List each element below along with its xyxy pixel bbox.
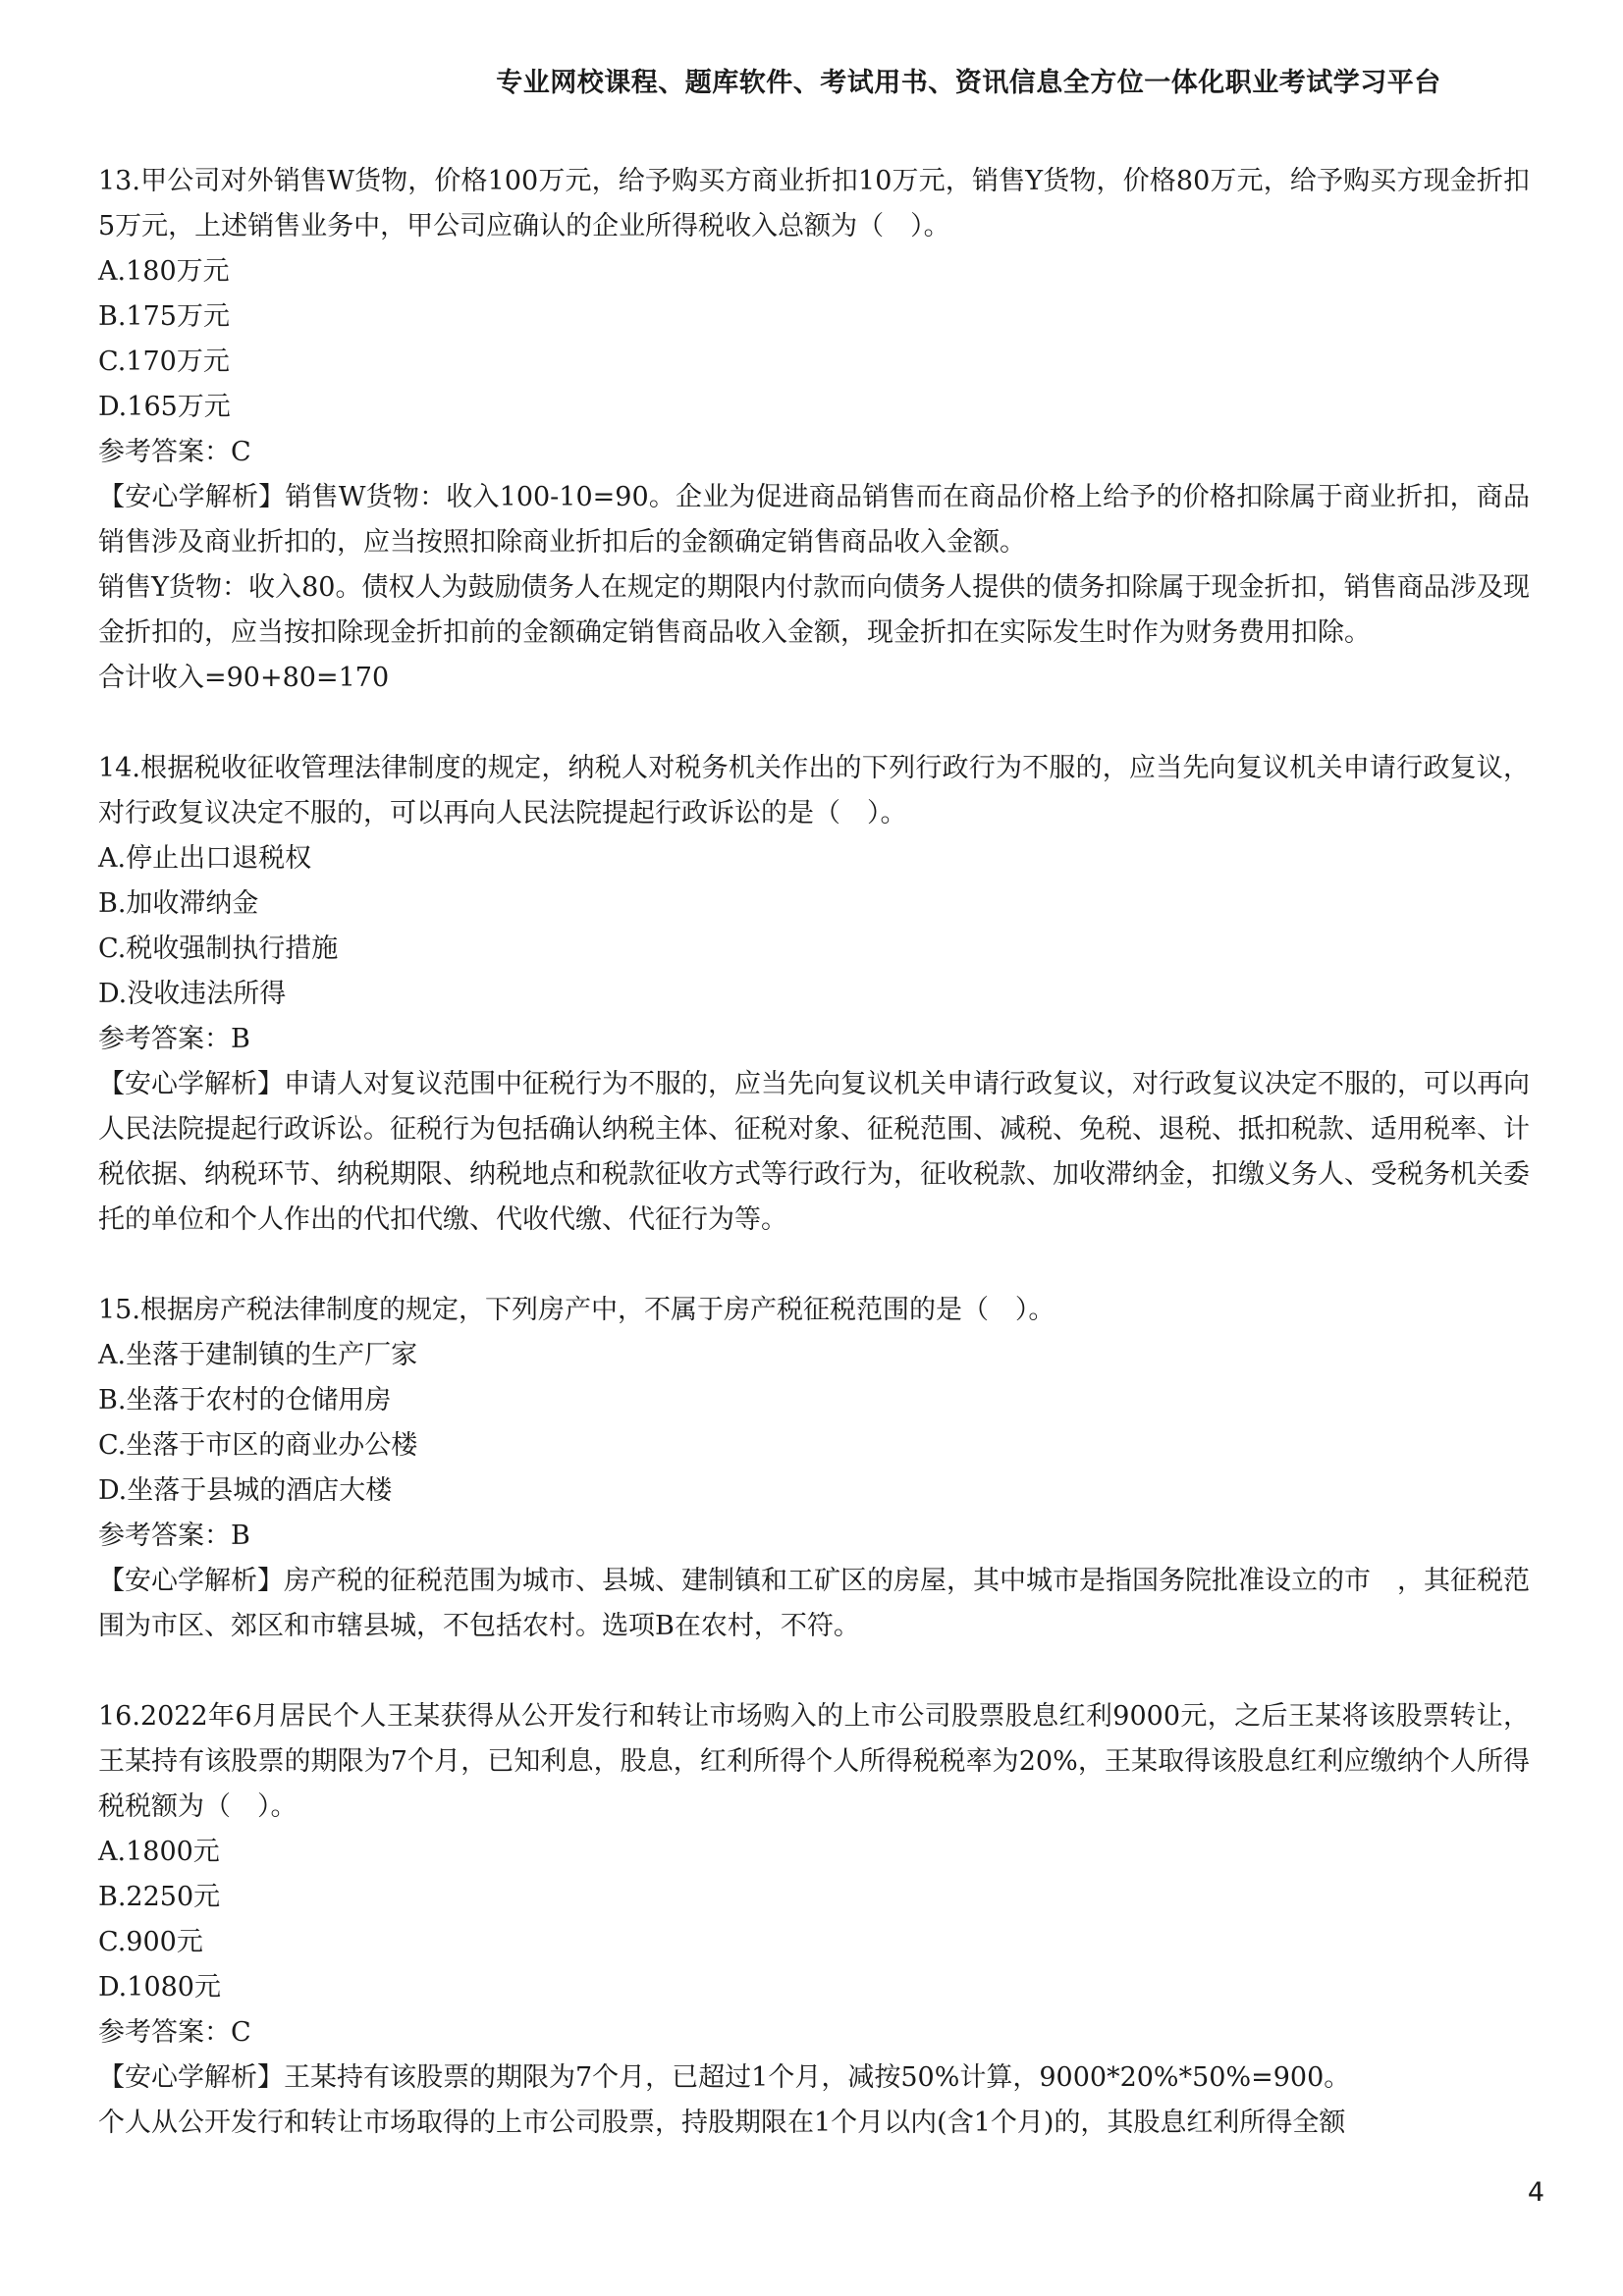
analysis-paragraph: 【安心学解析】房产税的征税范围为城市、县城、建制镇和工矿区的房屋，其中城市是指国务院批准设立的市 ，其征税范围为市区、郊区和市辖县城，不包括农村。选项B在农村，不符。 (98, 1566, 1530, 1641)
option-b: B.坐落于农村的仓储用房 (98, 1385, 392, 1415)
option-d: D.1080元 (98, 1972, 221, 2002)
question-stem: 14.根据税收征收管理法律制度的规定，纳税人对税务机关作出的下列行政行为不服的，应当先向复议机关申请行政复议，对行政复议决定不服的，可以再向人民法院提起行政诉讼的是（ ）。 (98, 753, 1530, 828)
page-header-title: 专业网校课程、题库软件、考试用书、资讯信息全方位一体化职业考试学习平台 (496, 68, 1441, 98)
option-b: B.2250元 (98, 1882, 221, 1912)
option-a: A.坐落于建制镇的生产厂家 (98, 1340, 418, 1370)
question-16 (98, 1694, 1530, 2146)
option-b: B.加收滞纳金 (98, 888, 259, 919)
option-b: B.175万元 (98, 301, 230, 332)
option-c: C.170万元 (98, 347, 230, 377)
analysis-paragraph: 【安心学解析】申请人对复议范围中征税行为不服的，应当先向复议机关申请行政复议，对行政复议决定不服的，可以再向人民法院提起行政诉讼。征税行为包括确认纳税主体、征税对象、征税范围、减税、免税、退税、抵扣税款、适用税率、计税依据、纳税环节、纳税期限、纳税地点和税款征收方式等行政行为，征收税款、加收滞纳金，扣缴义务人、受税务机关委托的单位和个人作出的代扣代缴、代收代缴、代征行为等。 (98, 1069, 1530, 1235)
option-a: A.1800元 (98, 1837, 220, 1867)
option-a: A.停止出口退税权 (98, 843, 312, 874)
question-stem: 15.根据房产税法律制度的规定，下列房产中，不属于房产税征税范围的是（ ）。 (98, 1295, 1055, 1325)
option-d: D.165万元 (98, 392, 231, 422)
question-13 (98, 159, 1530, 701)
analysis-paragraph: 【安心学解析】王某持有该股票的期限为7个月，已超过1个月，减按50%计算，9000*20%*50%=900。 (98, 2062, 1351, 2093)
option-d: D.没收违法所得 (98, 979, 287, 1009)
analysis-paragraph: 【安心学解析】销售W货物：收入100-10=90。企业为促进商品销售而在商品价格上给予的价格扣除属于商业折扣，商品销售涉及商业折扣的，应当按照扣除商业折扣后的金额确定销售商品收入金额。 (98, 482, 1530, 558)
analysis-paragraph: 销售Y货物：收入80。债权人为鼓励债务人在规定的期限内付款而向债务人提供的债务扣除属于现金折扣，销售商品涉及现金折扣的，应当按扣除现金折扣前的金额确定销售商品收入金额，现金折扣在实际发生时作为财务费用扣除。 (98, 572, 1530, 648)
page-number: 4 (1527, 2177, 1544, 2208)
document-body (98, 159, 1530, 2146)
question-stem: 16.2022年6月居民个人王某获得从公开发行和转让市场购入的上市公司股票股息红利9000元，之后王某将该股票转让，王某持有该股票的期限为7个月，已知利息，股息，红利所得个人所得税税率为20%，王某取得该股息红利应缴纳个人所得税税额为（ ）。 (98, 1701, 1530, 1822)
question-14 (98, 746, 1530, 1243)
option-d: D.坐落于县城的酒店大楼 (98, 1475, 393, 1506)
reference-answer: 参考答案：B (98, 1521, 250, 1551)
reference-answer: 参考答案：C (98, 437, 251, 467)
reference-answer: 参考答案：C (98, 2017, 251, 2048)
analysis-paragraph: 合计收入=90+80=170 (98, 663, 390, 693)
question-15 (98, 1288, 1530, 1649)
question-stem: 13.甲公司对外销售W货物，价格100万元，给予购买方商业折扣10万元，销售Y货物，价格80万元，给予购买方现金折扣5万元，上述销售业务中，甲公司应确认的企业所得税收入总额为（ ）。 (98, 166, 1530, 241)
reference-answer: 参考答案：B (98, 1024, 250, 1054)
analysis-paragraph: 个人从公开发行和转让市场取得的上市公司股票，持股期限在1个月以内(含1个月)的，其股息红利所得全额 (98, 2108, 1346, 2138)
option-a: A.180万元 (98, 256, 230, 287)
option-c: C.900元 (98, 1927, 203, 1957)
option-c: C.坐落于市区的商业办公楼 (98, 1430, 418, 1461)
option-c: C.税收强制执行措施 (98, 934, 339, 964)
